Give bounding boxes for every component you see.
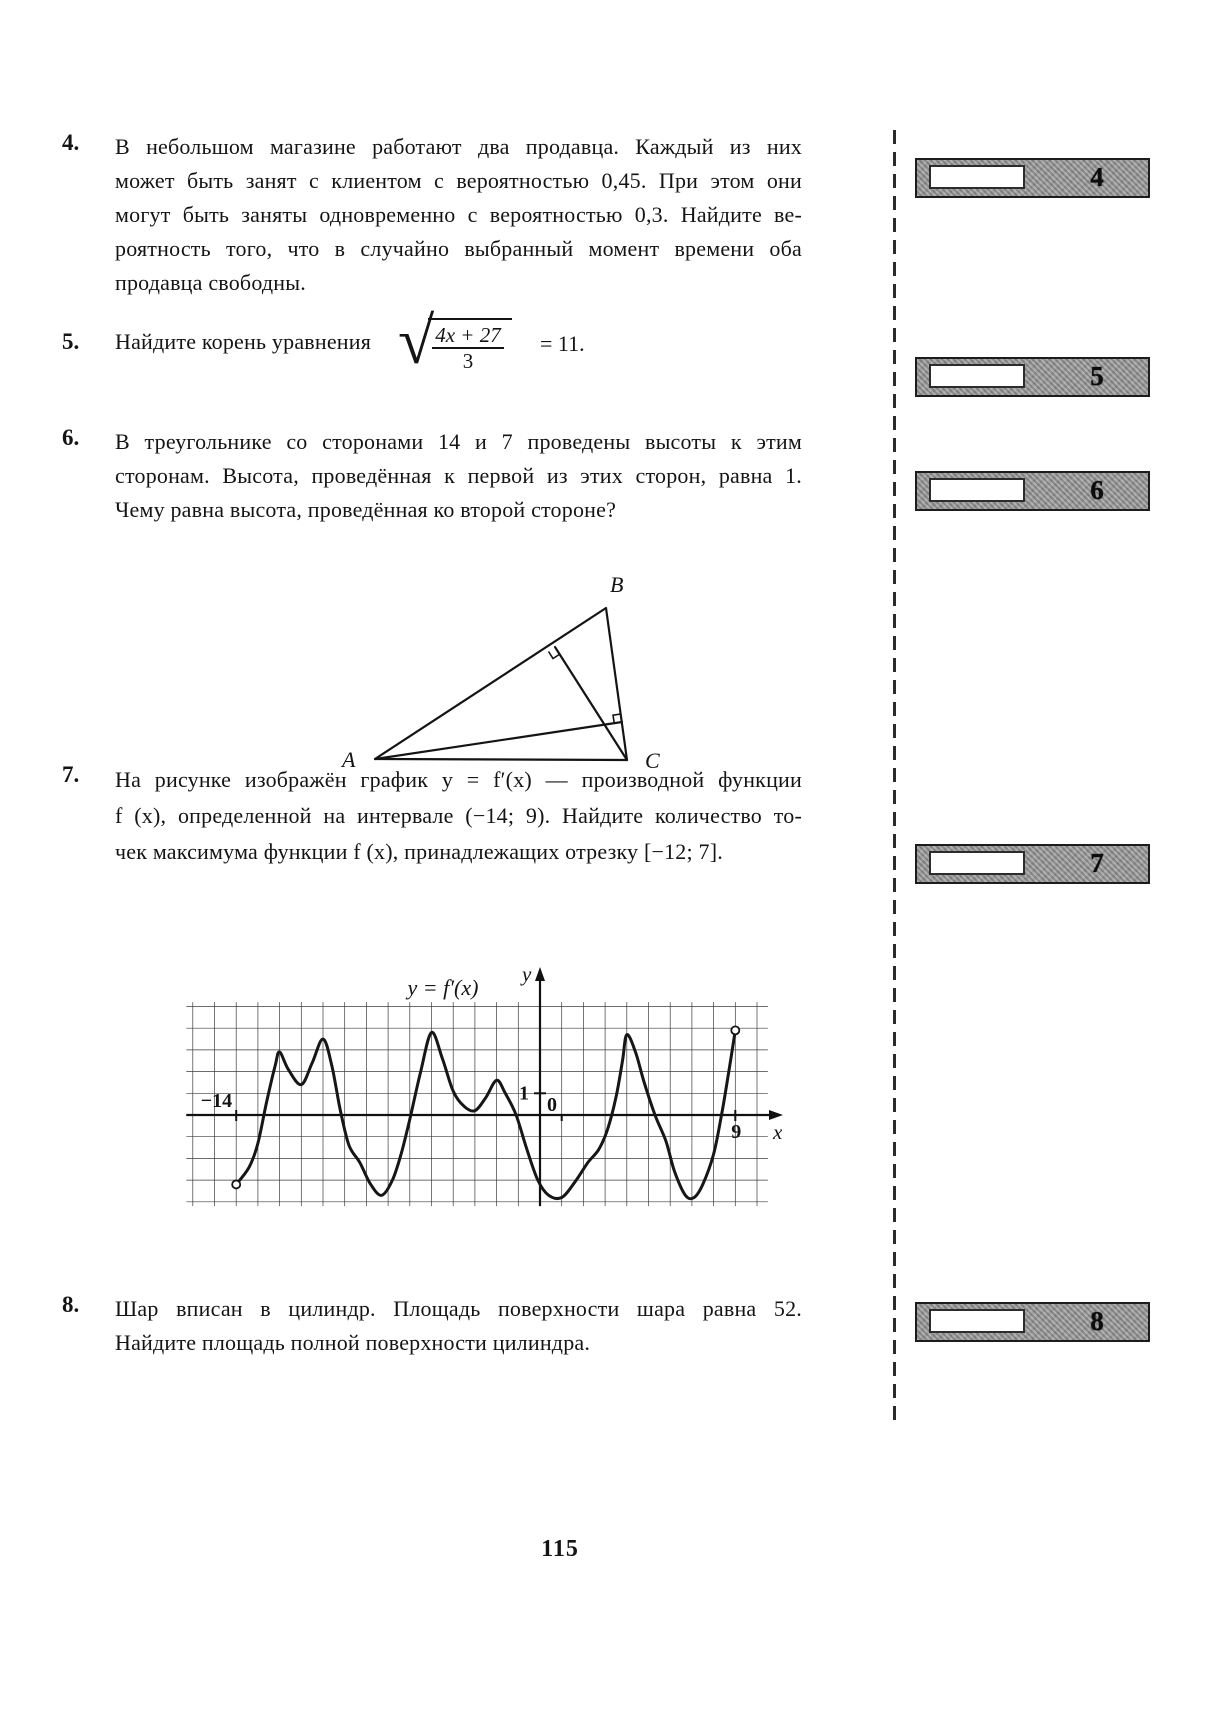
triangle-outline: [375, 608, 627, 760]
height-to-bc: [375, 722, 622, 759]
triangle-figure: [300, 530, 690, 785]
problem-6-text: [115, 425, 802, 527]
answer-box-8: [915, 1302, 1150, 1342]
height-to-ab: [555, 647, 627, 760]
problem-8-number: 8.: [62, 1292, 80, 1317]
problem-6-line: сторонам. Высота, проведённая к первой из этих сторон, равна 1.: [115, 463, 802, 488]
problem-7-text: [115, 762, 802, 870]
square-root-expression: [398, 305, 512, 385]
problem-5-number: 5.: [62, 329, 80, 354]
answer-box-5-input-area: [929, 364, 1025, 388]
answer-box-6: [915, 471, 1150, 511]
answer-box-4-input-area: [929, 165, 1025, 189]
problem-6-line: Чему равна высота, проведённая ко второй стороне?: [115, 497, 617, 522]
x-tick-label: 9: [731, 1121, 742, 1143]
problem-6: [62, 425, 802, 527]
page-number: 115: [541, 1536, 579, 1562]
problem-4-line: может быть занят с клиентом с вероятностью 0,45. При этом они: [115, 168, 802, 193]
problem-4-text: [115, 130, 802, 300]
problem-4-number: 4.: [62, 130, 80, 155]
y-axis-arrow: [535, 967, 545, 981]
problem-7-line: чек максимума функции f (x), принадлежащих отрезку [−12; 7].: [115, 839, 723, 864]
answer-box-7-label: 7: [1090, 848, 1104, 878]
dashed-separator-line: [893, 130, 896, 1425]
x-tick-label: −14: [200, 1090, 233, 1112]
derivative-graph-figure: [175, 955, 805, 1225]
graph-title: y = f′(x): [407, 975, 479, 1000]
vertex-label-c: C: [645, 748, 660, 773]
problem-6-line: В треугольнике со сторонами 14 и 7 проведены высоты к этим: [115, 429, 802, 454]
equation-rhs: = 11.: [540, 331, 585, 356]
open-endpoint-marker: [731, 1026, 739, 1034]
problem-5: [62, 305, 802, 385]
derivative-graph: [175, 955, 805, 1220]
problem-7: [62, 762, 802, 870]
problem-7-number: 7.: [62, 762, 80, 787]
problem-7-line: f (x), определенной на интервале (−14; 9). Найдите количество то-: [115, 803, 802, 828]
problem-4-line: могут быть заняты одновременно с вероятностью 0,3. Найдите ве-: [115, 202, 802, 227]
problem-4-line: продавца свободны.: [115, 270, 306, 295]
answer-box-4-label: 4: [1090, 162, 1104, 192]
problem-8-text: [115, 1292, 802, 1360]
answer-box-8-input-area: [929, 1309, 1025, 1333]
x-axis-label: x: [773, 1120, 783, 1144]
problem-8-line: Шар вписан в цилиндр. Площадь поверхности шара равна 52.: [115, 1296, 802, 1321]
answer-box-4: [915, 158, 1150, 198]
answer-box-8-label: 8: [1090, 1306, 1104, 1336]
problem-7-line: На рисунке изображён график y = f′(x) — производной функции: [115, 767, 802, 792]
problem-5-lead-text: Найдите корень уравнения: [115, 329, 372, 354]
problem-4-line: роятность того, что в случайно выбранный момент времени оба: [115, 236, 802, 261]
x-axis-arrow: [769, 1110, 783, 1120]
radicand: [428, 318, 512, 373]
answer-box-7-input-area: [929, 851, 1025, 875]
answer-box-5-label: 5: [1090, 361, 1104, 391]
y-axis-label: y: [522, 962, 532, 986]
problem-8: [62, 1292, 802, 1360]
answer-box-7: [915, 844, 1150, 884]
radical-sign: √: [398, 305, 435, 378]
triangle-diagram: [300, 530, 690, 780]
answer-box-6-label: 6: [1090, 475, 1104, 505]
vertex-label-a: A: [342, 747, 356, 772]
answer-box-6-input-area: [929, 478, 1025, 502]
fraction-numerator: 4x + 27: [435, 322, 501, 347]
open-endpoint-marker: [232, 1180, 240, 1188]
problem-4-line: В небольшом магазине работают два продавца. Каждый из них: [115, 134, 802, 159]
problem-8-line: Найдите площадь полной поверхности цилиндра.: [115, 1330, 591, 1355]
problem-4: [62, 130, 802, 300]
fraction-denominator: 3: [462, 348, 474, 373]
answer-box-5: [915, 357, 1150, 397]
fraction: [432, 323, 504, 373]
vertex-label-b: B: [610, 572, 624, 597]
y-tick-label: 1: [519, 1082, 529, 1105]
problem-6-number: 6.: [62, 425, 80, 450]
origin-label: 0: [547, 1094, 557, 1116]
